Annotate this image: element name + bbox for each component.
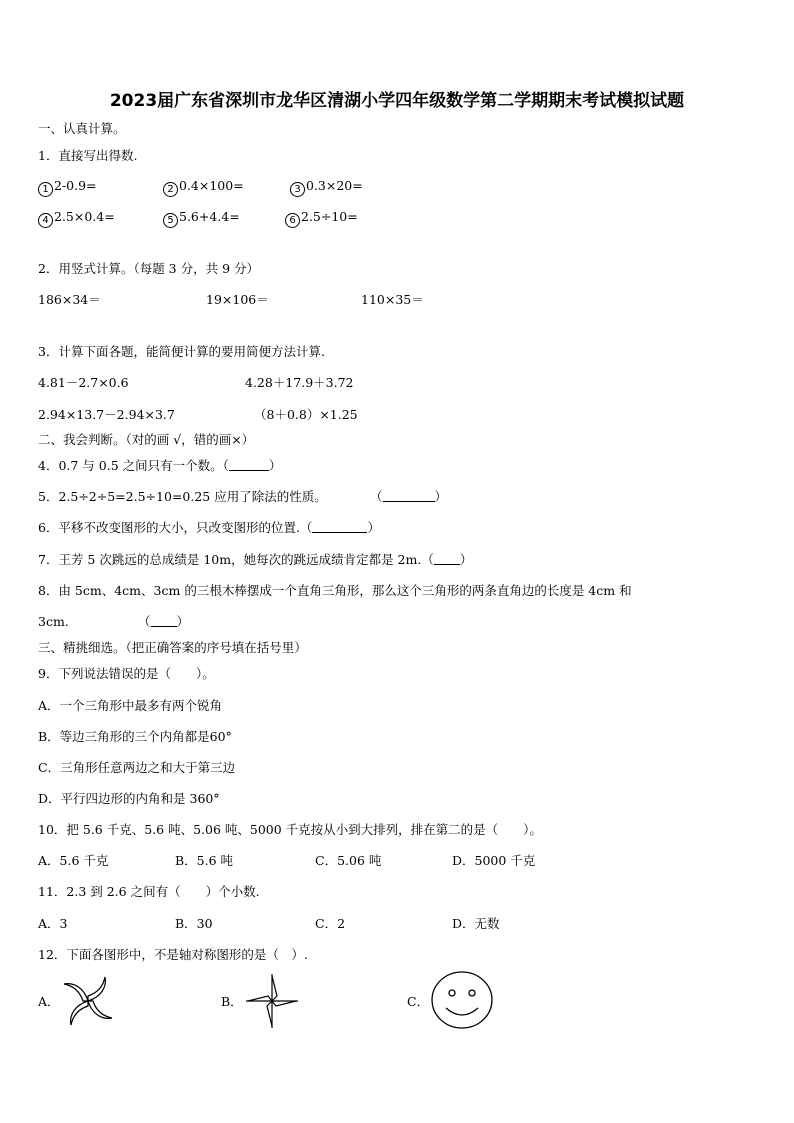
q2-item-3: 110×35＝ xyxy=(361,292,424,307)
q1-item-4 xyxy=(38,209,115,228)
q11-option-a[interactable]: A．3 xyxy=(38,916,68,931)
q1-item-expr: 2.5×0.4= xyxy=(54,209,115,224)
question-10-prompt: 10．把 5.6 千克、5.6 吨、5.06 吨、5000 千克按从小到大排列，排在第二的是（ ）。 xyxy=(38,822,542,837)
question-8-answer xyxy=(138,614,189,630)
section-heading-1: 一、认真计算。 xyxy=(38,121,126,136)
q1-item-expr: 0.4×100= xyxy=(179,178,244,193)
q11-option-b[interactable]: B．30 xyxy=(175,916,213,931)
question-1-prompt: 1．直接写出得数. xyxy=(38,148,138,163)
circled-number: 3 xyxy=(290,182,305,197)
question-2-prompt: 2．用竖式计算。（每题 3 分，共 9 分） xyxy=(38,261,260,276)
q10-option-a[interactable]: A．5.6 千克 xyxy=(38,853,109,868)
q11-option-c[interactable]: C．2 xyxy=(315,916,346,931)
q5-close: ） xyxy=(434,489,448,504)
q10-option-b[interactable]: B．5.6 吨 xyxy=(175,853,234,868)
circled-number: 1 xyxy=(38,182,53,197)
q9-option-c[interactable]: C．三角形任意两边之和大于第三边 xyxy=(38,760,236,775)
q10-option-d[interactable]: D．5000 千克 xyxy=(452,853,536,868)
circled-number: 6 xyxy=(285,213,300,228)
question-8-line-2 xyxy=(38,614,69,630)
q1-item-5 xyxy=(163,209,240,228)
answer-blank[interactable] xyxy=(151,615,177,627)
circled-number: 5 xyxy=(163,213,178,228)
answer-blank[interactable] xyxy=(434,553,460,565)
q8-open: （ xyxy=(138,614,151,629)
circled-number: 2 xyxy=(163,182,178,197)
question-11-prompt: 11．2.3 到 2.6 之间有（ ）个小数. xyxy=(38,884,260,899)
pinwheel-cross-figure xyxy=(244,972,300,1030)
pinwheel-figure xyxy=(58,974,118,1028)
q1-item-expr: 2-0.9= xyxy=(54,178,97,193)
q4-close: ） xyxy=(268,458,282,473)
section-heading-2: 二、我会判断。（对的画 √，错的画×） xyxy=(38,432,255,447)
q9-option-d[interactable]: D．平行四边形的内角和是 360° xyxy=(38,791,220,806)
q1-item-6 xyxy=(285,209,358,228)
q2-item-2: 19×106＝ xyxy=(206,292,269,307)
page-title: 2023届广东省深圳市龙华区清湖小学四年级数学第二学期期末考试模拟试题 xyxy=(109,91,685,111)
smiley-face-figure xyxy=(430,970,494,1030)
question-3-prompt: 3．计算下面各题，能简便计算的要用简便方法计算. xyxy=(38,344,325,359)
q3-item-3: 2.94×13.7－2.94×3.7 xyxy=(38,407,175,422)
answer-blank[interactable] xyxy=(312,521,367,533)
question-4 xyxy=(38,458,281,474)
q7-close: ） xyxy=(459,552,473,567)
q12-option-c[interactable]: C． xyxy=(407,994,430,1009)
question-12-prompt: 12．下面各图形中，不是轴对称图形的是（ ）. xyxy=(38,947,308,962)
q6-text: 6．平移不改变图形的大小，只改变图形的位置.（ xyxy=(38,520,313,535)
q6-close: ） xyxy=(367,520,380,535)
q4-text: 4．0.7 与 0.5 之间只有一个数。（ xyxy=(38,458,229,473)
q5-open: （ xyxy=(370,489,383,504)
q2-item-1: 186×34＝ xyxy=(38,292,101,307)
q1-item-expr: 2.5÷10= xyxy=(301,209,358,224)
q9-option-a[interactable]: A．一个三角形中最多有两个锐角 xyxy=(38,698,223,713)
q8-close: ） xyxy=(176,614,190,629)
question-5-answer xyxy=(370,489,447,505)
q1-item-3 xyxy=(290,178,363,197)
circled-number: 4 xyxy=(38,213,53,228)
q5-text: 5．2.5÷2÷5=2.5÷10=0.25 应用了除法的性质。 xyxy=(38,489,327,504)
q1-item-expr: 5.6+4.4= xyxy=(179,209,240,224)
question-5 xyxy=(38,489,327,505)
q11-option-d[interactable]: D．无数 xyxy=(452,916,500,931)
question-7 xyxy=(38,552,472,568)
q1-item-expr: 0.3×20= xyxy=(306,178,363,193)
answer-blank[interactable] xyxy=(229,459,269,471)
answer-blank[interactable] xyxy=(383,490,435,502)
question-9-prompt: 9．下列说法错误的是（ ）。 xyxy=(38,666,215,681)
q1-item-1 xyxy=(38,178,97,197)
question-8: 8．由 5cm、4cm、3cm 的三根木棒摆成一个直角三角形，那么这个三角形的两条直角边的长度是 4cm 和 xyxy=(38,583,632,598)
q3-item-1: 4.81－2.7×0.6 xyxy=(38,375,129,390)
section-heading-3: 三、精挑细选。（把正确答案的序号填在括号里） xyxy=(38,640,307,655)
question-6 xyxy=(38,520,380,536)
q9-option-b[interactable]: B．等边三角形的三个内角都是60° xyxy=(38,729,232,744)
q12-option-a[interactable]: A． xyxy=(38,994,60,1009)
q12-option-b[interactable]: B． xyxy=(221,994,243,1009)
q3-item-4: （8＋0.8）×1.25 xyxy=(254,407,358,422)
q1-item-2 xyxy=(163,178,244,197)
q10-option-c[interactable]: C．5.06 吨 xyxy=(315,853,382,868)
q3-item-2: 4.28＋17.9＋3.72 xyxy=(245,375,354,390)
q8-text2: 3cm. xyxy=(38,614,69,629)
q7-text: 7．王芳 5 次跳远的总成绩是 10m，她每次的跳远成绩肯定都是 2m.（ xyxy=(38,552,434,567)
